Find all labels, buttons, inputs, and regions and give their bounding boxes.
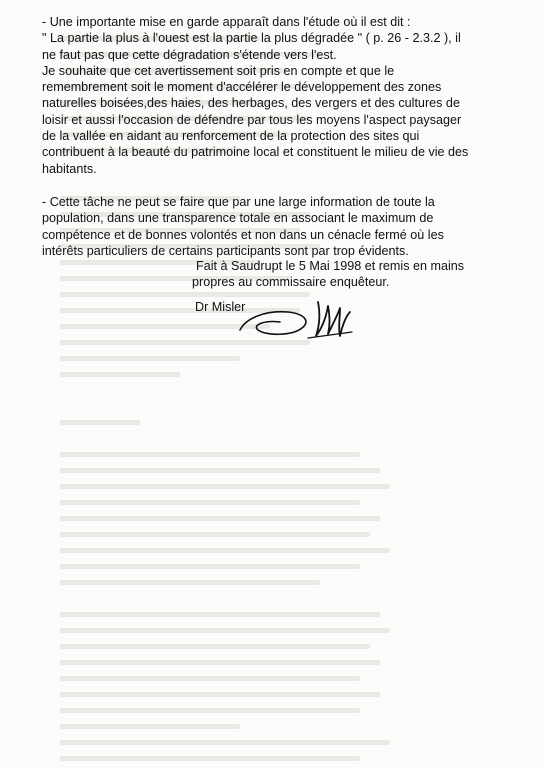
bleed-line <box>60 756 360 761</box>
bleed-line <box>60 692 380 697</box>
handwritten-signature <box>236 292 356 344</box>
text-line: loisir et aussi l'occasion de défendre par tous les moyens l'aspect paysager <box>42 112 462 127</box>
bleed-line <box>60 452 360 457</box>
bleed-line <box>60 724 240 729</box>
bleed-line <box>60 564 360 569</box>
text-line: remembrement soit le moment d'accélérer le développement des zones <box>42 80 442 95</box>
text-line: - Cette tâche ne peut se faire que par une large information de toute la <box>42 194 435 209</box>
bleed-line <box>60 612 380 617</box>
paragraph-information <box>42 194 512 259</box>
bleed-line <box>60 484 390 489</box>
text-line: compétence et de bonnes volontés et non dans un cénacle fermé où les <box>42 227 444 242</box>
bleed-line <box>60 660 380 665</box>
text-line: population, dans une transparence totale en associant le maximum de <box>42 211 434 226</box>
bleed-line <box>60 500 360 505</box>
closing-line: propres au commissaire enquêteur. <box>192 275 390 290</box>
bleed-line <box>60 580 320 585</box>
text-line: " La partie la plus à l'ouest est la partie la plus dégradée " ( p. 26 - 2.3.2 ), il <box>42 31 461 46</box>
bleed-line <box>60 356 240 361</box>
closing-line: Fait à Saudrupt le 5 Mai 1998 et remis en mains <box>196 259 465 273</box>
bleed-line <box>60 516 380 521</box>
bleed-line <box>60 708 360 713</box>
text-line: ne faut pas que cette dégradation s'étende vers l'est. <box>42 47 337 62</box>
bleed-line <box>60 740 390 745</box>
paragraph-warning <box>42 14 512 177</box>
bleed-line <box>60 628 390 633</box>
bleed-line <box>60 548 390 553</box>
text-line: intérêts particuliers de certains participants sont par trop évidents. <box>42 243 409 258</box>
bleed-line <box>60 532 370 537</box>
signer-name: Dr Misler <box>195 300 246 314</box>
bleed-line <box>60 420 140 425</box>
bleed-line <box>60 644 370 649</box>
text-line: habitants. <box>42 161 97 176</box>
bleed-line <box>60 372 180 377</box>
letter-body <box>42 14 512 259</box>
bleed-line <box>60 676 360 681</box>
text-line: naturelles boisées,des haies, des herbages, des vergers et des cultures de <box>42 96 460 111</box>
bleed-line <box>60 468 380 473</box>
text-line: de la vallée en aidant au renforcement de la protection des sites qui <box>42 129 420 144</box>
closing-statement <box>192 258 516 291</box>
text-line: contribuent à la beauté du patrimoine local et constituent le milieu de vie des <box>42 145 469 160</box>
text-line: - Une importante mise en garde apparaît dans l'étude où il est dit : <box>42 15 411 29</box>
text-line: Je souhaite que cet avertissement soit pris en compte et que le <box>42 63 395 78</box>
